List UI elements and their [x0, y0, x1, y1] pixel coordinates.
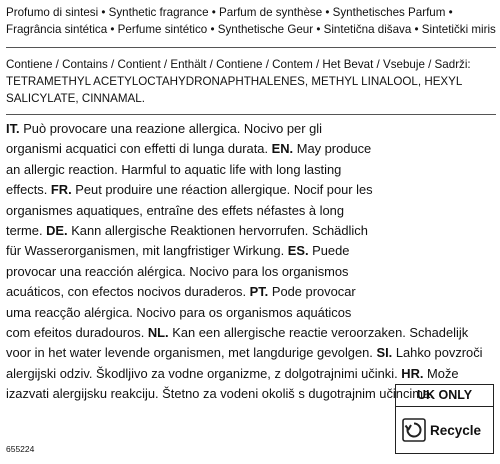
lang-code-it: IT.: [6, 121, 20, 136]
warning-pt: Pode provocar uma reacção alérgica. Nocivo para os organismos aquáticos com efeitos duradouros.: [6, 284, 356, 341]
warning-fr: Peut produire une réaction allergique. Nocif pour les organismes aquatiques, entraîne des effets néfastes à long terme.: [6, 182, 373, 239]
recycle-row: [396, 407, 493, 453]
lang-code-nl: NL.: [147, 325, 169, 341]
product-code: 655224: [6, 444, 35, 454]
divider: [6, 114, 496, 115]
product-label: [6, 4, 496, 405]
warning-es: Puede provocar una reacción alérgica. Nocivo para los organismos acuáticos, con efectos nocivos duraderos.: [6, 243, 350, 300]
recycle-label: Recycle: [430, 422, 482, 438]
lang-code-en: EN.: [271, 141, 294, 157]
recycle-icon: [402, 418, 426, 442]
warnings-text: [6, 119, 496, 405]
lang-code-es: ES.: [287, 243, 309, 259]
warning-it: Può provocare una reazione allergica. Nocivo per gli organismi acquatici con effetti di lunga durata.: [6, 121, 322, 157]
contains-line: Contiene / Contains / Contient / Enthält / Contiene / Contem / Het Bevat / Vsebuje / Sadrži: TETRAMETHYL ACETYLOCTAHYDRONAPHTHALENES, METHYL LINALOOL, HEXYL SALICYLATE, CINNAMAL.: [6, 58, 471, 105]
fragrance-line: Profumo di sintesi • Synthetic fragrance • Parfum de synthèse • Synthetisches Parfum • Fragrância sintética • Perfume sintético • Synthetische Geur • Sintetična dišava • Sintetički miris: [6, 6, 496, 36]
lang-code-fr: FR.: [50, 182, 72, 198]
warning-nl: Kan een allergische reactie veroorzaken. Schadelijk voor in het water levende organismen, met langdurige gevolgen.: [6, 325, 469, 361]
lang-code-si: SI.: [376, 345, 393, 361]
divider: [6, 47, 496, 48]
uk-only-label: UK ONLY: [396, 385, 493, 407]
badge-spacer: [376, 231, 496, 303]
lang-code-hr: HR.: [401, 365, 424, 381]
warning-de: Kann allergische Reaktionen hervorrufen. Schädlich für Wasserorganismen, mit langfristiger Wirkung.: [6, 223, 368, 259]
recycle-badge: [395, 384, 494, 454]
warning-si: Lahko povzroči alergijski odziv. Škodljivo za vodne organizme, z dolgotrajnimi učinki.: [6, 345, 483, 381]
warning-en: May produce an allergic reaction. Harmful to aquatic life with long lasting effects.: [6, 141, 372, 198]
lang-code-de: DE.: [46, 223, 68, 239]
lang-code-pt: PT.: [249, 284, 269, 300]
warning-hr: Može izazvati alergijsku reakciju. Štetno za vodeni okoliš s dugotrajnim učincima.: [6, 365, 459, 402]
